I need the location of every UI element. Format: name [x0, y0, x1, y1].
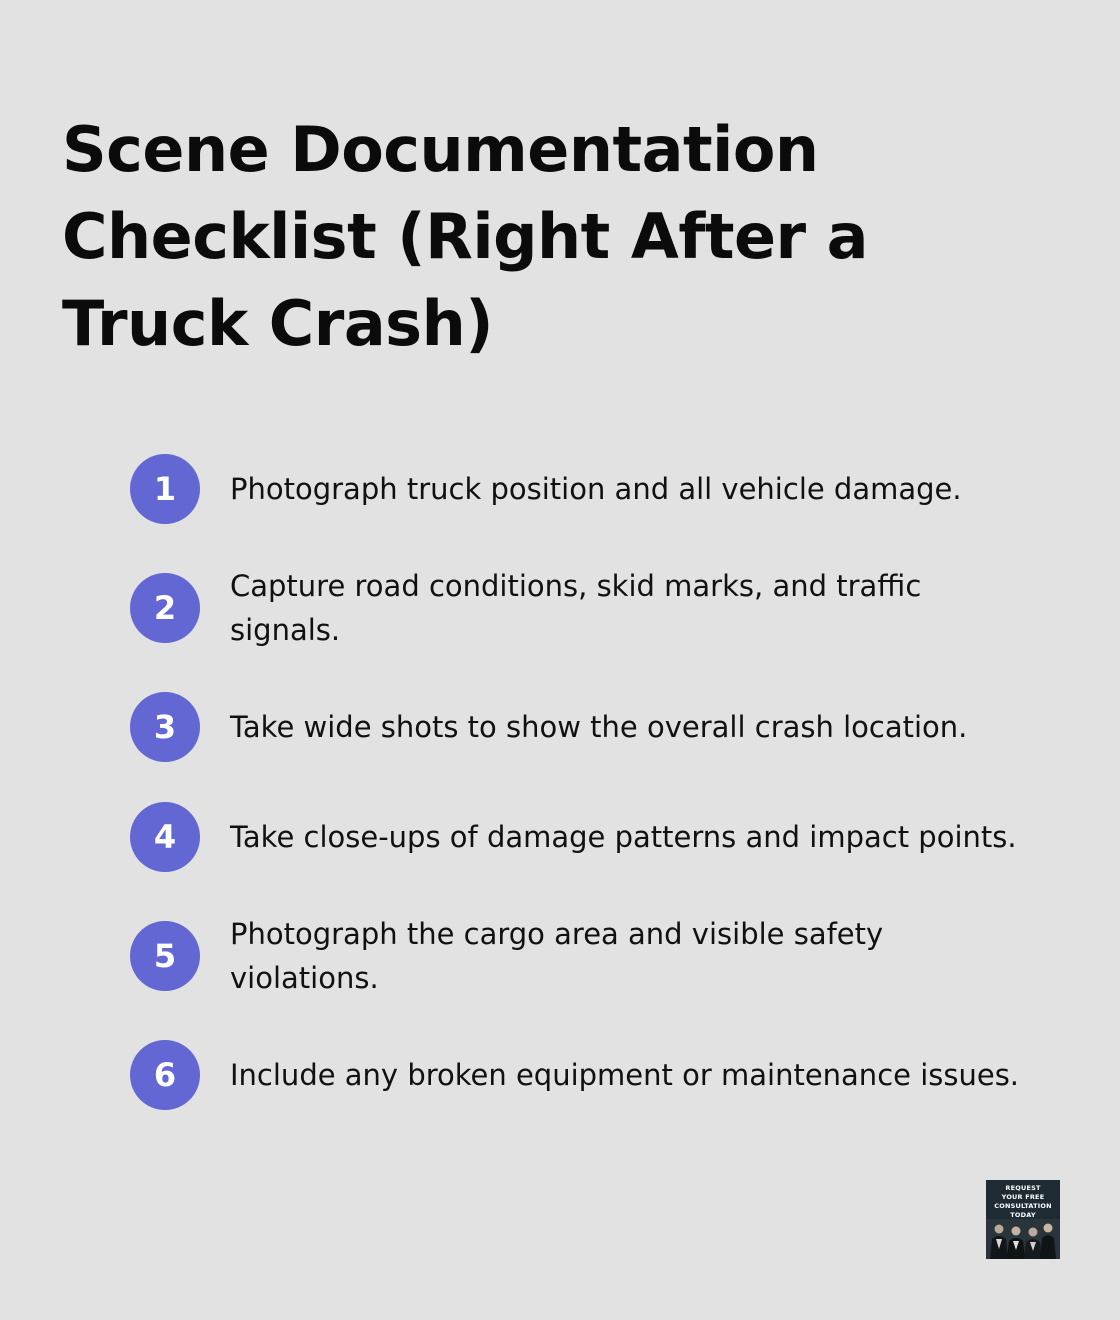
- step-number-badge: 4: [130, 802, 200, 872]
- step-text: Capture road conditions, skid marks, and traffic signals.: [230, 569, 922, 647]
- step-text: Take close-ups of damage patterns and impact points.: [230, 820, 1017, 854]
- cta-line: REQUEST: [1005, 1184, 1041, 1192]
- cta-text: [986, 1184, 1060, 1220]
- step-text: Include any broken equipment or maintenance issues.: [230, 1058, 1020, 1092]
- step-number-badge: 3: [130, 692, 200, 762]
- list-item: [130, 454, 1070, 524]
- list-item: [130, 692, 1070, 762]
- cta-line: YOUR FREE: [1001, 1193, 1045, 1201]
- step-number-badge: 6: [130, 1040, 200, 1110]
- step-text: Take wide shots to show the overall crash location.: [230, 710, 968, 744]
- step-number-badge: 2: [130, 573, 200, 643]
- list-item: [130, 564, 1070, 652]
- step-number-badge: 5: [130, 921, 200, 991]
- consultation-cta-badge[interactable]: [986, 1180, 1060, 1259]
- list-item: [130, 802, 1070, 872]
- cta-line: TODAY: [1010, 1211, 1036, 1219]
- list-item: [130, 912, 1070, 1000]
- attorneys-photo-icon: [986, 1219, 1060, 1259]
- checklist: [130, 0, 1070, 1320]
- page-title: Scene Documentation Checklist (Right After a Truck Crash): [62, 113, 869, 360]
- list-item: [130, 1040, 1070, 1110]
- step-text: Photograph truck position and all vehicle damage.: [230, 472, 962, 506]
- cta-line: CONSULTATION: [994, 1202, 1052, 1210]
- step-text: Photograph the cargo area and visible safety violations.: [230, 917, 884, 995]
- step-number-badge: 1: [130, 454, 200, 524]
